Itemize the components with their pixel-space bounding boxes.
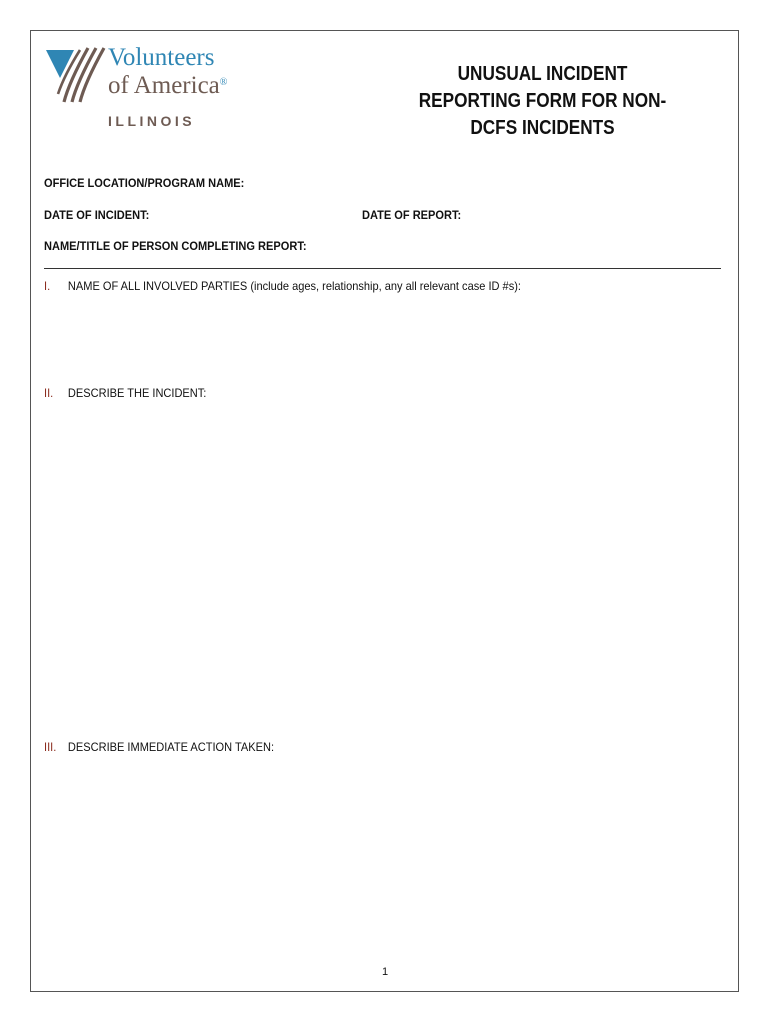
form-title (403, 61, 683, 142)
date-of-incident-label: DATE OF INCIDENT: (44, 208, 150, 222)
section-number: III. (44, 740, 57, 754)
logo-state: ILLINOIS (108, 113, 196, 129)
page-number: 1 (381, 966, 389, 978)
form-title-line3: DCFS INCIDENTS (470, 117, 615, 139)
registered-mark: ® (219, 77, 228, 88)
section-immediate-action (44, 740, 274, 754)
section-label: DESCRIBE IMMEDIATE ACTION TAKEN: (67, 740, 275, 754)
header-divider (44, 268, 721, 269)
name-title-label: NAME/TITLE OF PERSON COMPLETING REPORT: (44, 239, 307, 253)
logo-name-line2-text: of America (108, 72, 220, 99)
volunteers-of-america-logo (44, 44, 264, 134)
section-involved-parties (44, 279, 521, 293)
section-label: DESCRIBE THE INCIDENT: (67, 386, 207, 400)
section-label: NAME OF ALL INVOLVED PARTIES (include ages, relationship, any all relevant case ID #s): (67, 279, 521, 293)
office-location-label: OFFICE LOCATION/PROGRAM NAME: (44, 176, 245, 190)
section-number: I. (44, 279, 51, 293)
logo-mark-icon (44, 44, 106, 106)
section-describe-incident (44, 386, 206, 400)
date-of-report-label: DATE OF REPORT: (362, 208, 462, 222)
logo-name-line2 (108, 70, 227, 98)
section-number: II. (44, 386, 54, 400)
form-title-line1: UNUSUAL INCIDENT (457, 63, 628, 85)
page-border (30, 30, 739, 992)
form-title-line2: REPORTING FORM FOR NON- (418, 90, 667, 112)
logo-name-line1: Volunteers (108, 44, 215, 71)
